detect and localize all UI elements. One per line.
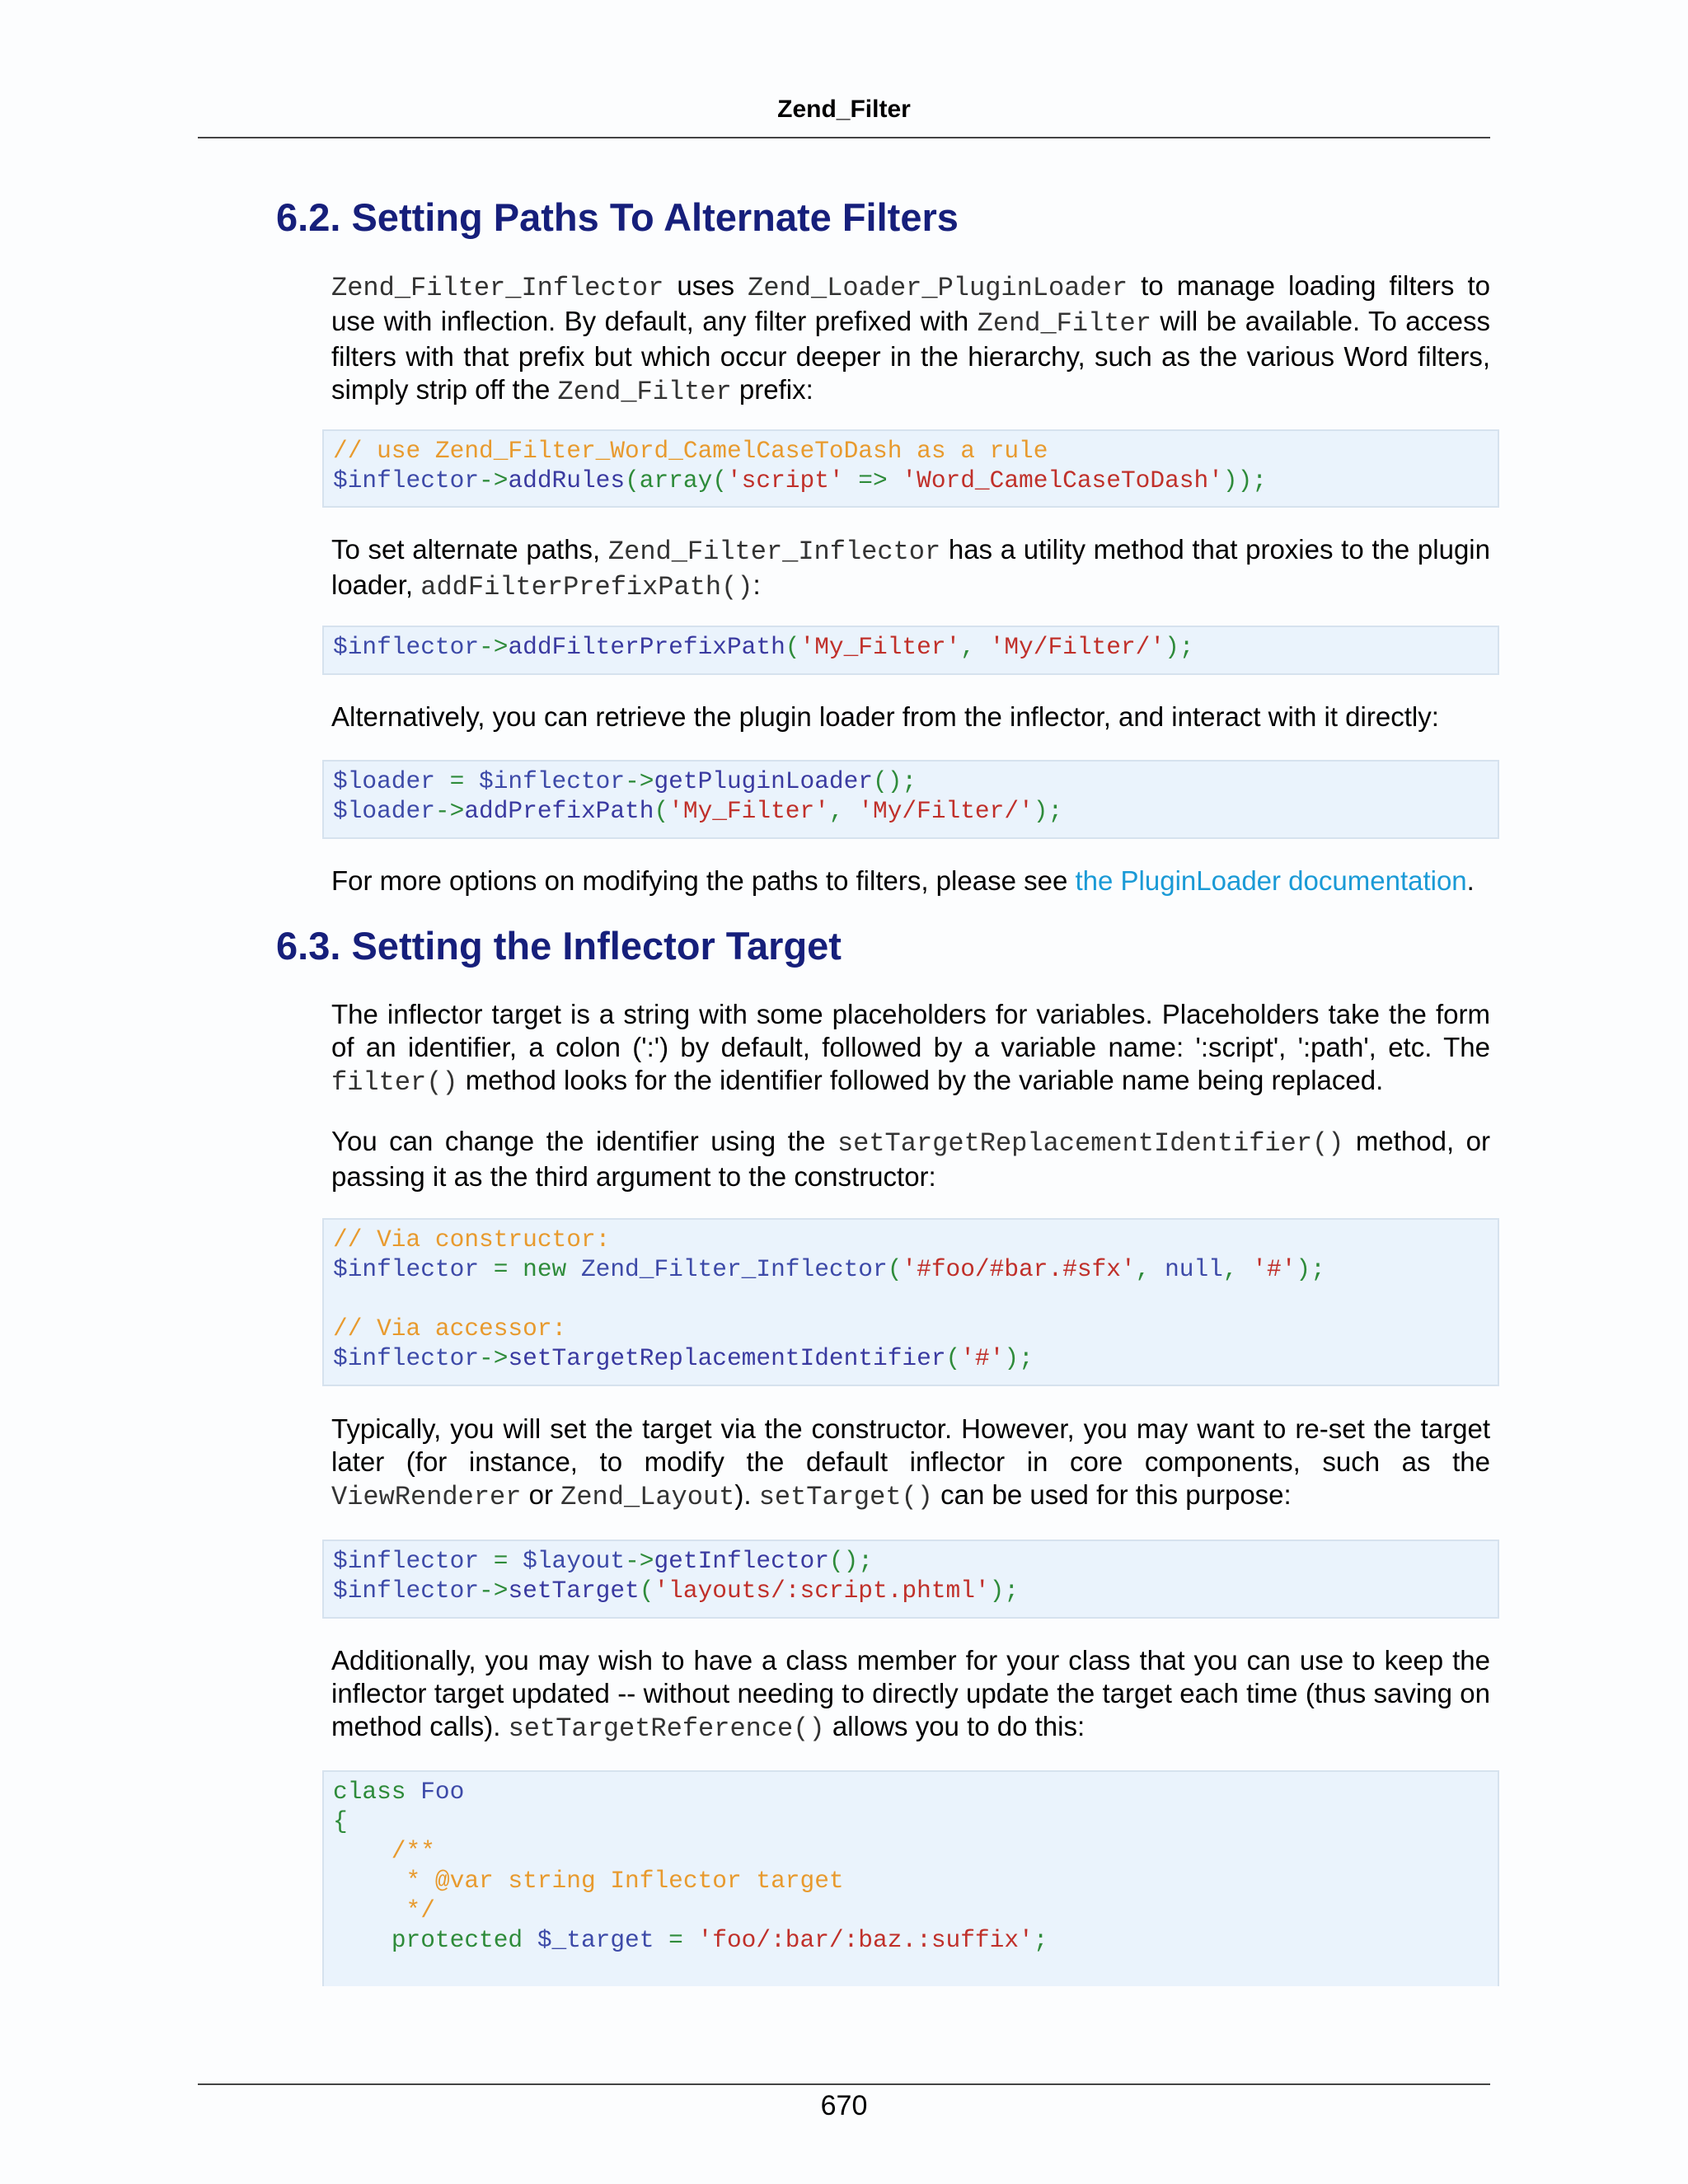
text-run: method looks for the identifier followed by the variable name being replaced. <box>457 1065 1384 1095</box>
text-run: Additionally, you may wish to have a class member for your class that you can use to keep the inflector target updated -- without needing to directly update the target each time (thus saving on method calls). <box>331 1645 1490 1741</box>
section-heading-6-2: 6.2. Setting Paths To Alternate Filters <box>276 195 959 239</box>
text-run: or <box>521 1479 561 1510</box>
code-operator: = <box>654 1926 698 1954</box>
code-indent <box>333 1926 392 1954</box>
plugin-loader-documentation-link[interactable]: the PluginLoader documentation <box>1075 865 1467 896</box>
code-punctuation: (); <box>873 767 917 795</box>
inline-code: Zend_Filter_Inflector <box>607 537 941 567</box>
code-punctuation: , <box>1135 1255 1165 1283</box>
code-operator: -> <box>479 466 509 494</box>
text-run: To set alternate paths, <box>331 534 608 565</box>
inline-code: setTargetReference() <box>508 1713 825 1744</box>
code-punctuation: { <box>333 1807 348 1835</box>
text-run: prefix: <box>731 374 814 405</box>
text-run: to manage loading filters to use with inflection. By default, any filter prefixed with <box>331 270 1490 336</box>
code-function: getPluginLoader <box>654 767 874 795</box>
code-string: '#' <box>960 1344 1005 1372</box>
text-run: has a utility method that proxies to the plugin loader, <box>331 534 1490 600</box>
code-variable: $inflector <box>333 466 480 494</box>
code-punctuation: ( <box>654 797 669 825</box>
code-operator: => <box>843 466 903 494</box>
text-run: uses <box>663 270 748 301</box>
code-comment: /** <box>333 1837 435 1865</box>
code-comment: // Via accessor: <box>333 1315 567 1343</box>
code-function: addRules <box>508 466 626 494</box>
code-operator: = <box>434 767 480 795</box>
inline-code: Zend_Filter <box>977 308 1151 339</box>
code-punctuation: ); <box>1033 797 1063 825</box>
code-operator: -> <box>625 1547 654 1575</box>
code-string: '#foo/#bar.#sfx' <box>902 1255 1136 1283</box>
code-punctuation: ); <box>1004 1344 1034 1372</box>
code-string: 'My_Filter' <box>668 797 829 825</box>
code-string: 'Word_CamelCaseToDash' <box>902 466 1223 494</box>
code-variable: $loader <box>333 797 435 825</box>
code-punctuation: ); <box>989 1577 1020 1605</box>
paragraph-set-target-reference <box>331 1644 1490 1746</box>
code-string: 'layouts/:script.phtml' <box>654 1577 990 1605</box>
code-variable: $inflector <box>333 633 480 661</box>
code-punctuation: ( <box>639 1577 654 1605</box>
code-punctuation: ( <box>945 1344 961 1372</box>
paragraph-plugin-loader-intro <box>331 269 1490 409</box>
paragraph-retrieve-loader: Alternatively, you can retrieve the plugin loader from the inflector, and interact with it directly: <box>331 701 1439 732</box>
code-comment: // use Zend_Filter_Word_CamelCaseToDash as a rule <box>333 437 1048 465</box>
inline-code: Zend_Loader_PluginLoader <box>748 273 1128 303</box>
code-operator: -> <box>625 767 654 795</box>
code-punctuation: ); <box>1165 633 1194 661</box>
code-punctuation: (array( <box>625 466 727 494</box>
code-comment: // Via constructor: <box>333 1226 611 1254</box>
code-punctuation: , <box>1222 1255 1253 1283</box>
code-operator: -> <box>479 1344 509 1372</box>
text-run: method, or passing it as the third argument to the constructor: <box>331 1126 1490 1192</box>
section-heading-6-3: 6.3. Setting the Inflector Target <box>276 924 842 968</box>
code-variable: $inflector <box>333 1577 480 1605</box>
paragraph-alternate-paths <box>331 533 1490 604</box>
code-variable: $_target <box>523 1926 654 1954</box>
code-function: setTargetReplacementIdentifier <box>508 1344 946 1372</box>
code-comment: * @var string Inflector target <box>333 1867 844 1895</box>
code-punctuation: , <box>960 633 990 661</box>
code-block-add-rules <box>322 429 1499 508</box>
code-string: 'My/Filter/' <box>989 633 1165 661</box>
code-punctuation: , <box>828 797 859 825</box>
code-block-get-plugin-loader <box>322 760 1499 839</box>
text-run: will be available. To access filters with that prefix but which occur deeper in the hierarchy, such as the various Word filters, simply strip off the <box>331 306 1491 405</box>
code-keyword: class <box>333 1778 406 1806</box>
code-function: getInflector <box>654 1547 829 1575</box>
code-comment: */ <box>333 1896 435 1924</box>
text-run: ). <box>734 1479 759 1510</box>
inline-code: filter() <box>331 1067 458 1098</box>
text-run: The inflector target is a string with some placeholders for variables. Placeholders take the form of an identifier, a colon (':') by default, followed by a variable name: ':script', ':path', etc. The <box>331 999 1490 1062</box>
inline-code: Zend_Filter_Inflector <box>331 273 664 303</box>
text-run: You can change the identifier using the <box>331 1126 837 1156</box>
code-punctuation: ; <box>1033 1926 1048 1954</box>
paragraph-set-target <box>331 1413 1490 1514</box>
code-function: addFilterPrefixPath <box>508 633 785 661</box>
code-constant: null <box>1165 1255 1223 1283</box>
paragraph-change-identifier <box>331 1125 1490 1193</box>
code-operator: = <box>479 1547 523 1575</box>
code-block-class-foo <box>322 1770 1499 1986</box>
text-run: . <box>1466 865 1475 896</box>
code-operator: = <box>479 1255 523 1283</box>
running-header: Zend_Filter <box>777 96 911 123</box>
code-string: '#' <box>1252 1255 1296 1283</box>
code-punctuation: (); <box>828 1547 874 1575</box>
code-variable: $inflector <box>333 1547 480 1575</box>
code-variable: $inflector <box>333 1344 480 1372</box>
inline-code: Zend_Layout <box>560 1482 735 1512</box>
code-variable: $inflector <box>333 1255 480 1283</box>
text-run: For more options on modifying the paths to filters, please see <box>331 865 1076 896</box>
paragraph-inflector-target <box>331 998 1490 1099</box>
code-punctuation: ( <box>785 633 800 661</box>
text-run: allows you to do this: <box>824 1711 1085 1741</box>
code-keyword: new <box>523 1255 567 1283</box>
footer-rule <box>198 2083 1490 2085</box>
inline-code: setTarget() <box>758 1482 933 1512</box>
code-keyword: protected <box>391 1926 523 1954</box>
code-class-name: Foo <box>406 1778 465 1806</box>
code-block-add-filter-prefix-path <box>322 626 1499 675</box>
code-variable: $inflector <box>479 767 626 795</box>
inline-code: Zend_Filter <box>557 377 732 407</box>
code-string: 'My/Filter/' <box>858 797 1034 825</box>
code-string: 'My_Filter' <box>799 633 961 661</box>
text-run: Typically, you will set the target via the constructor. However, you may want to re-set the target later (for instance, to modify the default inflector in core components, such as the <box>331 1413 1490 1477</box>
code-punctuation: )); <box>1222 466 1267 494</box>
paragraph-more-options <box>331 865 1490 898</box>
code-operator: -> <box>479 1577 509 1605</box>
code-punctuation: ); <box>1296 1255 1325 1283</box>
code-variable: $loader <box>333 767 435 795</box>
text-run: : <box>753 569 761 600</box>
inline-code: addFilterPrefixPath() <box>420 572 753 602</box>
inline-code: ViewRenderer <box>331 1482 522 1512</box>
code-block-set-target <box>322 1540 1499 1619</box>
code-string: 'foo/:bar/:baz.:suffix' <box>697 1926 1034 1954</box>
code-operator: -> <box>479 633 509 661</box>
code-punctuation: ( <box>887 1255 903 1283</box>
code-variable: $layout <box>523 1547 626 1575</box>
page-number: 670 <box>820 2090 868 2121</box>
code-block-replacement-identifier <box>322 1218 1499 1386</box>
code-function: setTarget <box>508 1577 640 1605</box>
header-rule <box>198 137 1490 138</box>
code-function: addPrefixPath <box>464 797 654 825</box>
code-class-name: Zend_Filter_Inflector <box>566 1255 888 1283</box>
text-run: can be used for this purpose: <box>932 1479 1292 1510</box>
code-operator: -> <box>434 797 465 825</box>
code-string: 'script' <box>726 466 844 494</box>
inline-code: setTargetReplacementIdentifier() <box>837 1128 1344 1159</box>
